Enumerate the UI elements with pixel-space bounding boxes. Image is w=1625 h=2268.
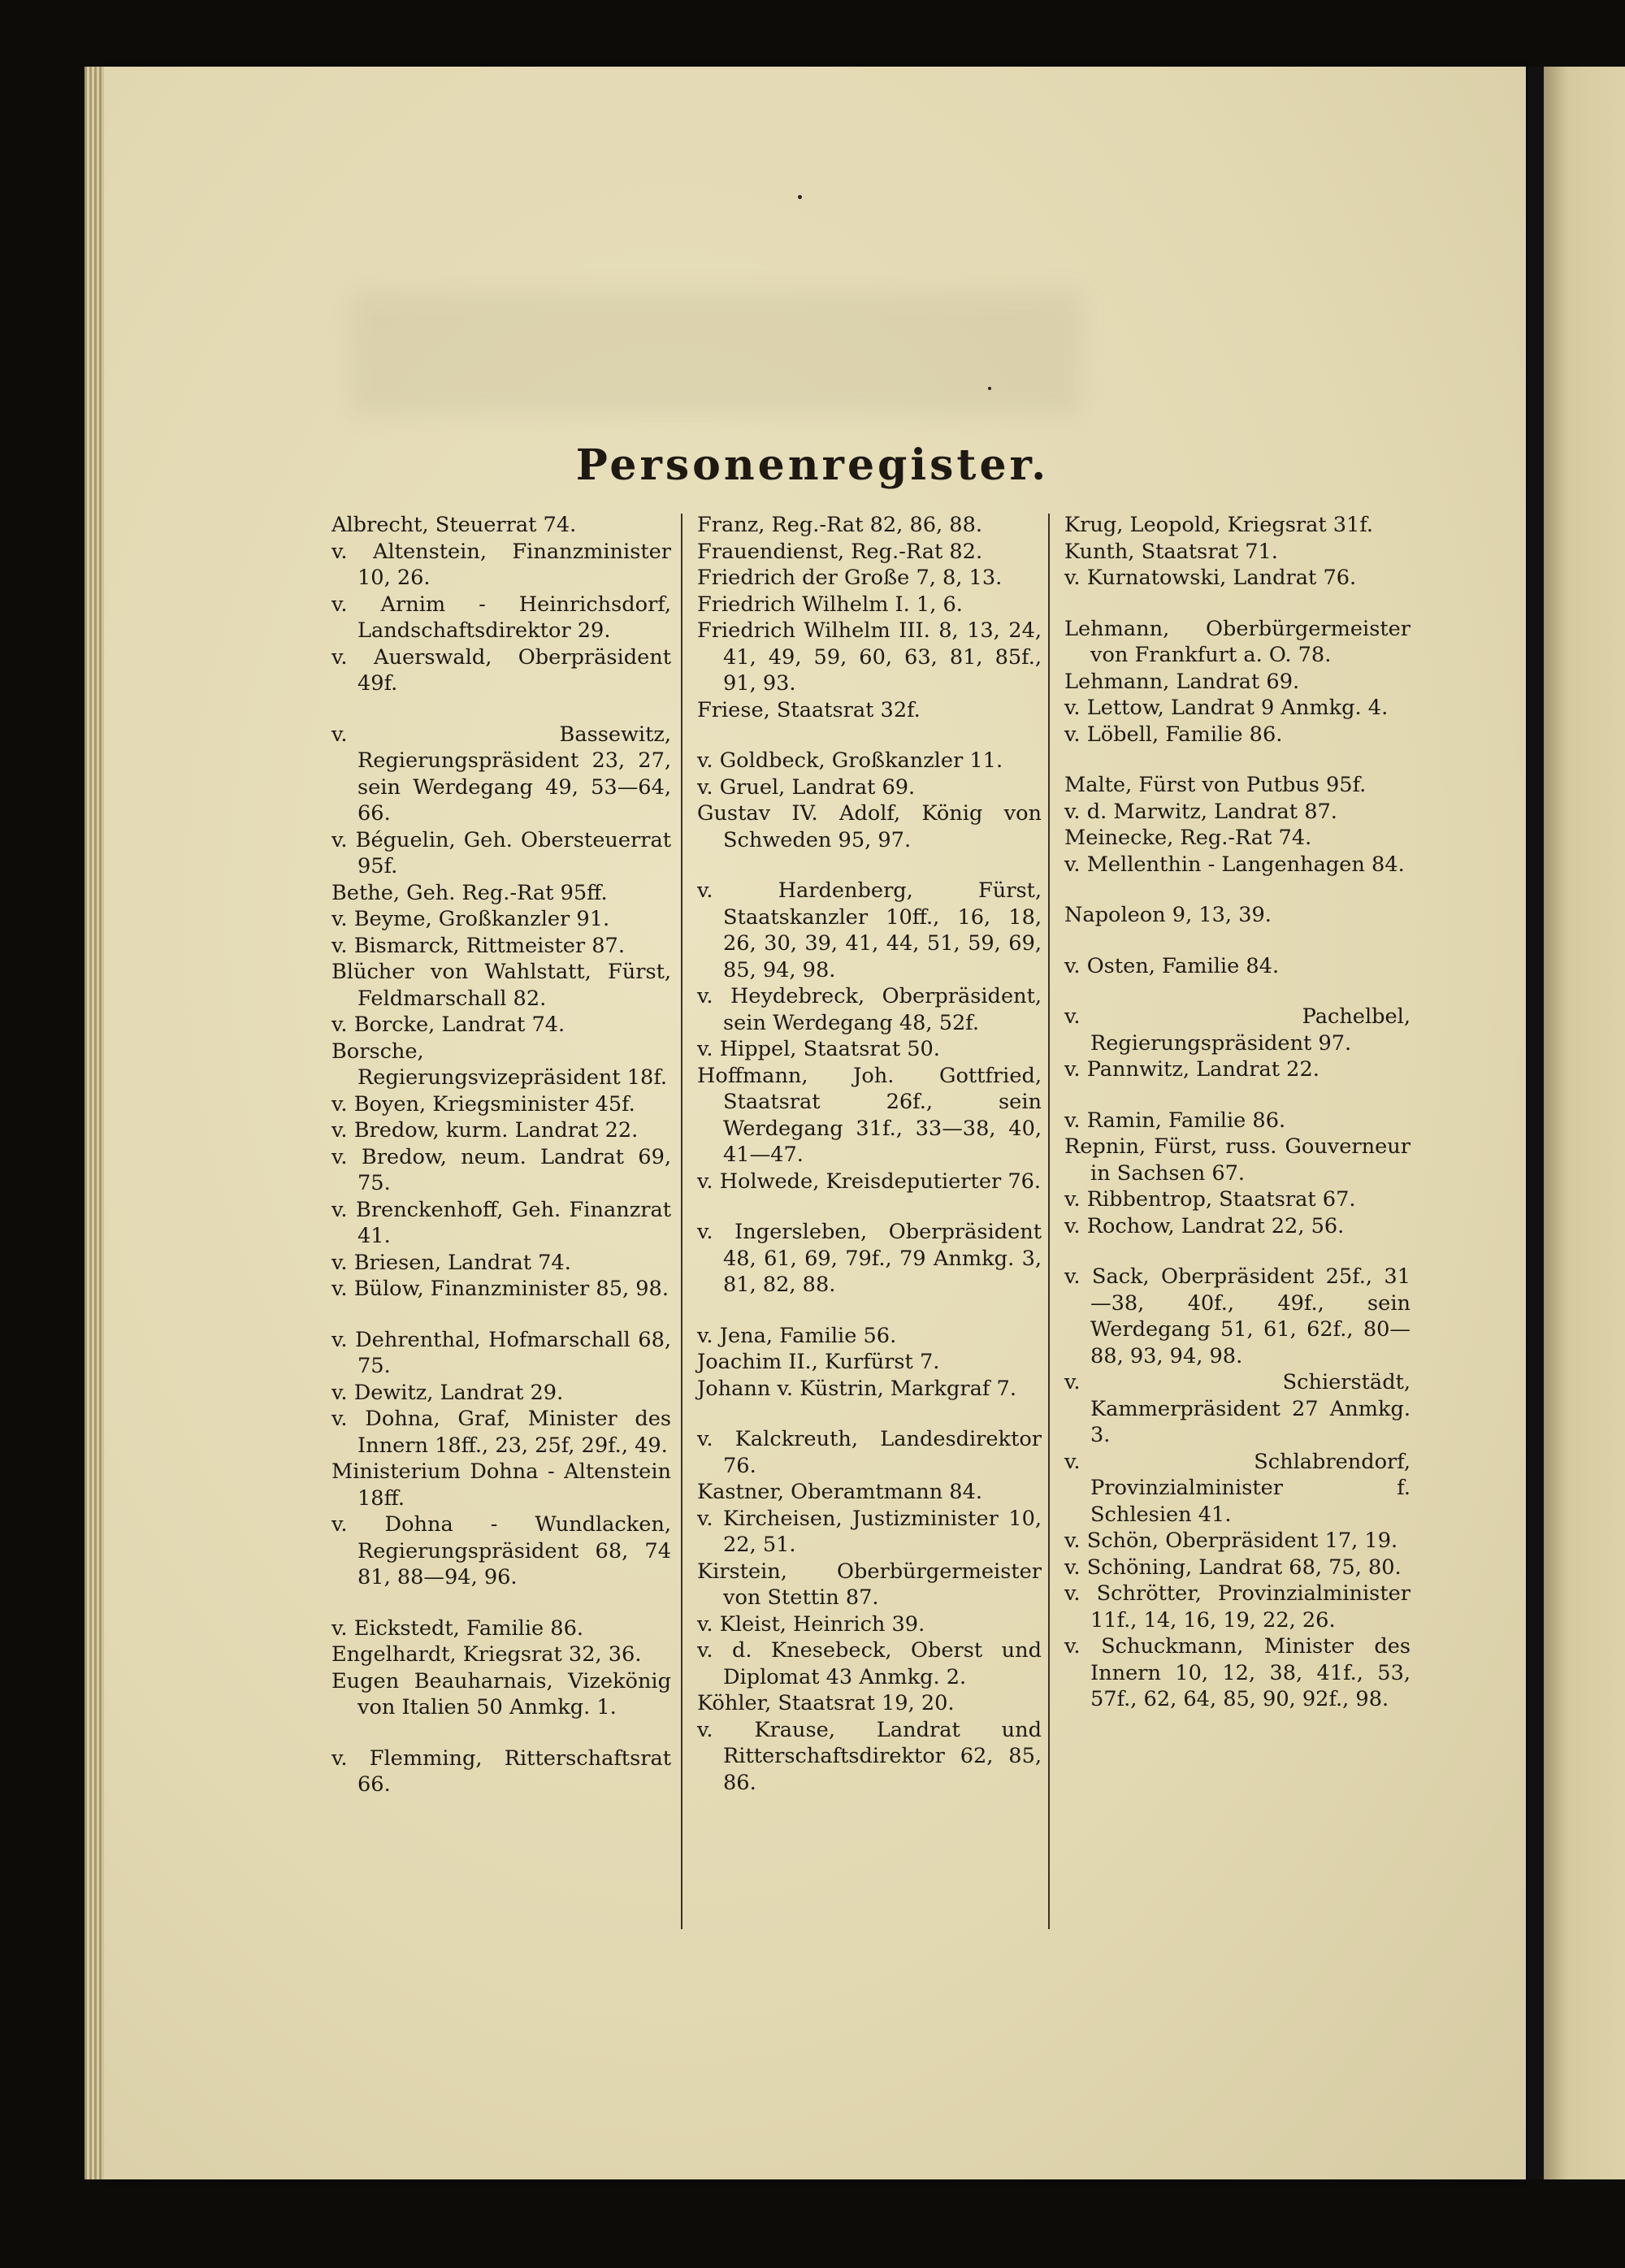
index-entry: v. Schön, Oberpräsident 17, 19.: [1064, 1529, 1398, 1553]
index-entry: Friedrich Wilhelm III. 8, 13, 24, 41, 49, 59, 60, 63, 81, 85f., 91, 93.: [697, 618, 1042, 696]
index-entry: v. Brenckenhoff, Geh. Finanzrat 41.: [332, 1197, 671, 1248]
book-gutter: [1528, 67, 1544, 2179]
index-entry: Malte, Fürst von Putbus 95f.: [1064, 773, 1367, 797]
index-entry: v. Flemming, Ritterschaftsrat 66.: [332, 1745, 671, 1797]
index-entry: Krug, Leopold, Kriegsrat 31f.: [1064, 513, 1374, 537]
show-through-text: [349, 293, 1081, 414]
index-column-2: [697, 512, 1042, 1796]
index-entry: Engelhardt, Kriegsrat 32, 36.: [332, 1642, 642, 1667]
index-entry: Friedrich Wilhelm I. 1, 6.: [697, 592, 963, 617]
index-entry: Frauendienst, Reg.-Rat 82.: [697, 539, 983, 564]
index-entry: v. Béguelin, Geh. Obersteuerrat 95f.: [332, 827, 671, 878]
index-entry: v. Schöning, Landrat 68, 75, 80.: [1064, 1555, 1402, 1580]
index-entry: v. Pachelbel, Regierungspräsident 97.: [1064, 1004, 1410, 1056]
index-entry: v. Bismarck, Rittmeister 87.: [332, 933, 625, 958]
index-entry: Kastner, Oberamtmann 84.: [697, 1480, 983, 1504]
index-entry: v. Borcke, Landrat 74.: [332, 1013, 566, 1037]
index-entry: v. Bassewitz, Regierungspräsident 23, 27, sein Werdegang 49, 53—64, 66.: [332, 722, 671, 826]
index-entry: Franz, Reg.-Rat 82, 86, 88.: [697, 513, 982, 537]
index-entry: Blücher von Wahlstatt, Fürst, Feldmarschall 82.: [332, 960, 671, 1011]
page-title: Personenregister.: [575, 440, 1050, 490]
speck: [798, 195, 802, 199]
index-entry: v. Holwede, Kreisdeputierter 76.: [697, 1169, 1042, 1194]
column-divider: [1048, 514, 1050, 1929]
index-entry: v. Gruel, Landrat 69.: [697, 774, 916, 800]
index-entry: v. Hippel, Staatsrat 50.: [697, 1037, 940, 1061]
index-entry: v. Krause, Landrat und Ritterschaftsdirektor 62, 85, 86.: [697, 1717, 1042, 1795]
index-entry: v. Ingersleben, Oberpräsident 48, 61, 69, 79f., 79 Anmkg. 3, 81, 82, 88.: [697, 1220, 1042, 1297]
index-entry: v. Goldbeck, Großkanzler 11.: [697, 748, 1003, 773]
index-entry: v. Dohna, Graf, Minister des Innern 18ff., 23, 25f, 29f., 49.: [332, 1407, 671, 1458]
index-entry: Eugen Beauharnais, Vizekönig von Italien 50 Anmkg. 1.: [332, 1668, 671, 1719]
index-entry: Gustav IV. Adolf, König von Schweden 95, 97.: [697, 801, 1042, 852]
index-entry: Lehmann, Oberbürgermeister von Frankfurt a. O. 78.: [1064, 616, 1410, 667]
index-entry: v. Schierstädt, Kammerpräsident 27 Anmkg. 3.: [1064, 1370, 1410, 1447]
index-column-1: [332, 512, 671, 1798]
index-entry: Kirstein, Oberbürgermeister von Stettin 87.: [697, 1559, 1042, 1610]
index-entry: v. d. Knesebeck, Oberst und Diplomat 43 Anmkg. 2.: [697, 1638, 1042, 1689]
index-entry: v. Löbell, Familie 86.: [1064, 722, 1283, 747]
index-entry: Ministerium Dohna - Altenstein 18ff.: [332, 1459, 671, 1511]
index-entry: v. Hardenberg, Fürst, Staatskanzler 10ff., 16, 18, 26, 30, 39, 41, 44, 51, 59, 69, 85, 94, 98.: [697, 878, 1042, 982]
speck: [988, 387, 991, 390]
index-entry: v. Altenstein, Finanzminister 10, 26.: [332, 539, 671, 590]
index-entry: Köhler, Staatsrat 19, 20.: [697, 1691, 955, 1715]
index-entry: Joachim II., Kurfürst 7.: [697, 1350, 940, 1374]
next-page-edge: [1544, 67, 1625, 2179]
index-entry: Lehmann, Landrat 69.: [1064, 669, 1300, 694]
index-entry: Napoleon 9, 13, 39.: [1064, 903, 1272, 927]
index-entry: v. Kircheisen, Justizminister 10, 22, 51.: [697, 1506, 1042, 1557]
index-entry: v. Heydebreck, Oberpräsident, sein Werdegang 48, 52f.: [697, 984, 1042, 1035]
index-entry: Albrecht, Steuerrat 74.: [332, 513, 577, 537]
index-entry: Meinecke, Reg.-Rat 74.: [1064, 826, 1312, 850]
index-entry: v. Arnim - Heinrichsdorf, Landschaftsdirektor 29.: [332, 592, 671, 643]
index-entry: Repnin, Fürst, russ. Gouverneur in Sachsen 67.: [1064, 1134, 1410, 1186]
index-entry: v. Lettow, Landrat 9 Anmkg. 4.: [1064, 696, 1389, 720]
index-entry: v. d. Marwitz, Landrat 87.: [1064, 799, 1337, 824]
index-entry: v. Kalckreuth, Landesdirektor 76.: [697, 1427, 1042, 1478]
index-entry: v. Dehrenthal, Hofmarschall 68, 75.: [332, 1327, 671, 1378]
index-entry: v. Osten, Familie 84.: [1064, 953, 1280, 978]
index-entry: v. Beyme, Großkanzler 91.: [332, 907, 610, 931]
index-entry: v. Bredow, kurm. Landrat 22.: [332, 1118, 639, 1143]
column-divider: [681, 514, 682, 1929]
index-entry: Friedrich der Große 7, 8, 13.: [697, 566, 1003, 590]
index-entry: Friese, Staatsrat 32f.: [697, 697, 921, 722]
index-entry: v. Auerswald, Oberpräsident 49f.: [332, 644, 671, 696]
index-entry: v. Mellenthin - Langenhagen 84.: [1064, 852, 1405, 877]
index-entry: v. Pannwitz, Landrat 22.: [1064, 1057, 1320, 1082]
index-entry: Kunth, Staatsrat 71.: [1064, 539, 1278, 564]
index-entry: v. Kleist, Heinrich 39.: [697, 1611, 925, 1637]
index-entry: v. Dewitz, Landrat 29.: [332, 1380, 564, 1405]
index-entry: v. Eickstedt, Familie 86.: [332, 1615, 583, 1641]
index-entry: v. Ramin, Familie 86.: [1064, 1108, 1286, 1133]
index-entry: v. Rochow, Landrat 22, 56.: [1064, 1213, 1345, 1238]
index-entry: v. Dohna - Wundlacken, Regierungspräsident 68, 74 81, 88—94, 96.: [332, 1512, 671, 1589]
index-entry: v. Kurnatowski, Landrat 76.: [1064, 566, 1357, 590]
index-entry: v. Sack, Oberpräsident 25f., 31—38, 40f., 49f., sein Werdegang 51, 61, 62f., 80—88, 93, 94, 98.: [1064, 1264, 1410, 1368]
index-entry: Borsche, Regierungsvizepräsident 18f.: [332, 1039, 668, 1090]
index-entry: Johann v. Küstrin, Markgraf 7.: [697, 1376, 1016, 1401]
index-entry: v. Schrötter, Provinzialminister 11f., 14, 16, 19, 22, 26.: [1064, 1581, 1410, 1633]
index-entry: v. Boyen, Kriegsminister 45f.: [332, 1091, 635, 1117]
index-entry: v. Ribbentrop, Staatsrat 67.: [1064, 1187, 1356, 1212]
index-entry: v. Bredow, neum. Landrat 69, 75.: [332, 1144, 671, 1195]
index-entry: v. Jena, Familie 56.: [697, 1323, 897, 1348]
index-column-3: [1064, 512, 1410, 1713]
index-entry: v. Briesen, Landrat 74.: [332, 1250, 571, 1275]
index-entry: Bethe, Geh. Reg.-Rat 95ff.: [332, 880, 608, 905]
index-entry: v. Schlabrendorf, Provinzialminister f. Schlesien 41.: [1064, 1449, 1410, 1527]
index-entry: v. Schuckmann, Minister des Innern 10, 12, 38, 41f., 53, 57f., 62, 64, 85, 90, 92f., 98.: [1064, 1634, 1410, 1711]
index-entry: v. Bülow, Finanzminister 85, 98.: [332, 1277, 669, 1301]
index-entry: Hoffmann, Joh. Gottfried, Staatsrat 26f., sein Werdegang 31f., 33—38, 40, 41—47.: [697, 1063, 1042, 1167]
